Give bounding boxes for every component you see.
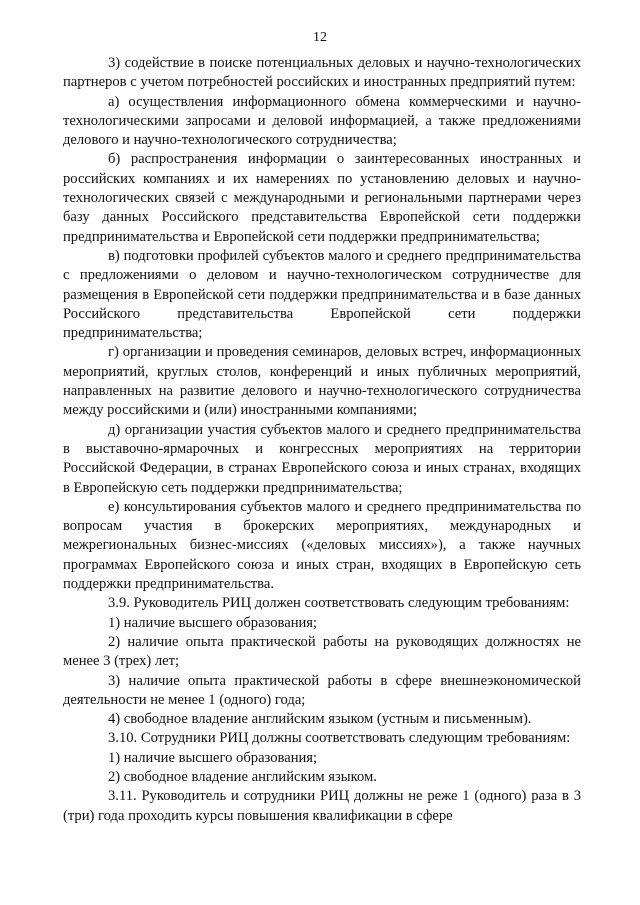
paragraph-3-10: 3.10. Сотрудники РИЦ должны соответствовать следующим требованиям: — [108, 730, 571, 747]
paragraph-subitem-e: е) консультирования субъектов малого и среднего предпринимательства по вопросам участия в брокерских мероприятиях, международных и межрегиональных бизнес-миссиях («деловых миссиях»), а также научных программах Европейского союза и иных стран, входящих в Европейскую сеть поддержки предпринимательства. — [63, 498, 581, 593]
paragraph-3-9: 3.9. Руководитель РИЦ должен соответствовать следующим требованиям: — [108, 595, 570, 612]
paragraph-3-9-req-3: 3) наличие опыта практической работы в сфере внешнеэкономической деятельности не менее 1 (одного) года; — [63, 672, 581, 708]
paragraph-3-9-req-2: 2) наличие опыта практической работы на руководящих должностях не менее 3 (трех) лет; — [63, 633, 581, 670]
paragraph-subitem-g: г) организации и проведения семинаров, деловых встреч, информационных мероприятий, круглых столов, конференций и иных публичных мероприятий, направленных на развитие делового и научно-технологического сотрудничества между российскими и (или) иностранными компаниями; — [63, 344, 581, 419]
page-number: 12 — [313, 30, 327, 45]
document-body — [63, 54, 581, 826]
paragraph-subitem-b: б) распространения информации о заинтересованных иностранных и российских компаниях и их намерениях по установлению деловых и научно-технологических связей с международными и региональными партнерами через базу данных Российского представительства Европейской сети поддержки предпринимательства и Европейской сети поддержки предпринимательства; — [63, 151, 581, 245]
paragraph-3-10-req-2: 2) свободное владение английским языком. — [108, 768, 377, 785]
paragraph-3-11: 3.11. Руководитель и сотрудники РИЦ должны не реже 1 (одного) раза в 3 (три) года проходить курсы повышения квалификации в сфере — [63, 788, 581, 824]
paragraph-3-9-req-4: 4) свободное владение английским языком (устным и письменным). — [108, 711, 532, 728]
paragraph-3-9-req-1: 1) наличие высшего образования; — [108, 614, 318, 631]
paragraph-subitem-v: в) подготовки профилей субъектов малого и среднего предпринимательства с предложениями о деловом и научно-технологическом сотрудничестве для размещения в Европейской сети поддержки предпринимательства и в базе данных Российского представительства Европейской сети поддержки предпринимательства; — [63, 247, 581, 342]
paragraph-3-10-req-1: 1) наличие высшего образования; — [108, 749, 318, 766]
paragraph-subitem-d: д) организации участия субъектов малого и среднего предпринимательства в выставочно-ярмарочных и конгрессных мероприятиях на территории Российской Федерации, в странах Европейского союза и иных странах, входящих в Европейскую сеть поддержки предпринимательства; — [63, 421, 581, 496]
paragraph-item-3: 3) содействие в поиске потенциальных деловых и научно-технологических партнеров с учетом потребностей российских и иностранных предприятий путем: — [63, 55, 581, 91]
paragraph-subitem-a: а) осуществления информационного обмена коммерческими и научно-технологическими запросами и деловой информацией, а также предложениями делового и научно-технологического сотрудничества; — [63, 93, 581, 149]
